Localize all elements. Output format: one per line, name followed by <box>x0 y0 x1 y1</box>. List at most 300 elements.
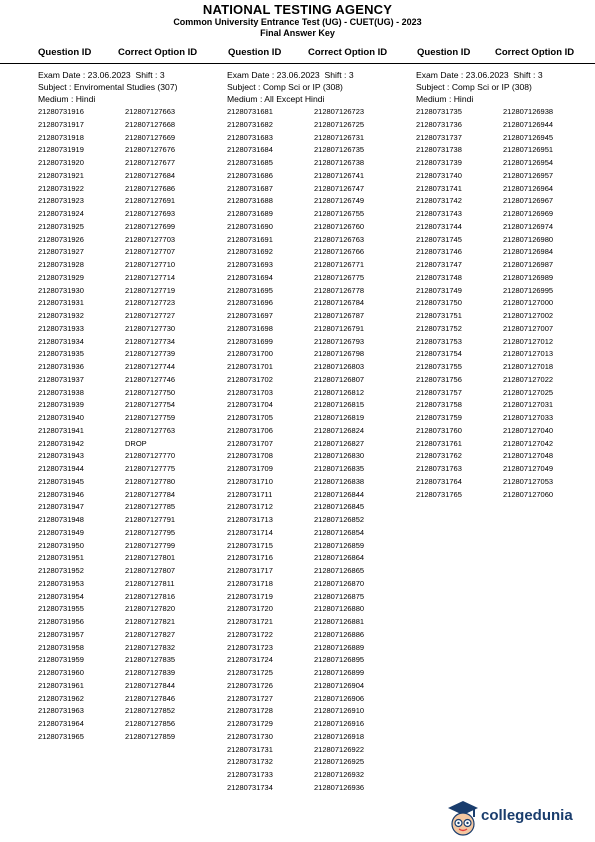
correct-option-id: 212807126957 <box>503 170 554 180</box>
table-row <box>227 208 417 221</box>
table-row <box>38 208 228 221</box>
correct-option-id: 212807126969 <box>503 209 554 218</box>
correct-option-id: 212807126980 <box>503 234 554 244</box>
correct-option-id: 212807126775 <box>314 272 365 282</box>
question-id: 21280731737 <box>416 132 462 142</box>
question-id: 21280731730 <box>227 731 273 741</box>
table-row <box>38 565 228 578</box>
correct-option-id: 212807126852 <box>314 515 365 524</box>
question-id: 21280731949 <box>38 527 84 537</box>
question-id: 21280731934 <box>38 336 84 346</box>
table-row <box>227 705 417 718</box>
correct-option-id: 212807126738 <box>314 158 365 167</box>
question-id: 21280731712 <box>227 502 273 512</box>
table-row <box>227 603 417 616</box>
correct-option-id: 212807126938 <box>503 107 554 116</box>
correct-option-id: 212807127835 <box>125 655 176 665</box>
question-id: 21280731747 <box>416 260 462 269</box>
table-row <box>416 272 595 285</box>
shift: Shift : 3 <box>324 70 354 80</box>
correct-option-id: 212807127053 <box>503 476 554 486</box>
correct-option-id: 212807127832 <box>125 642 176 652</box>
correct-option-id: 212807126881 <box>314 617 365 626</box>
question-id: 21280731693 <box>227 260 273 269</box>
correct-option-id: 212807127852 <box>125 706 176 716</box>
question-id: 21280731941 <box>38 425 84 435</box>
correct-option-id: 212807126954 <box>503 158 554 167</box>
question-id: 21280731760 <box>416 425 462 435</box>
correct-option-id: 212807127763 <box>125 425 176 435</box>
correct-option-id: 212807127012 <box>503 336 554 346</box>
correct-option-id: 212807127002 <box>503 311 554 320</box>
correct-option-id: 212807126723 <box>314 107 365 116</box>
correct-option-id: 212807127022 <box>503 374 554 384</box>
question-id: 21280731739 <box>416 158 462 167</box>
correct-option-id: 212807127784 <box>125 489 176 499</box>
table-row <box>227 489 417 502</box>
question-id: 21280731707 <box>227 438 273 448</box>
correct-option-id: 212807127856 <box>125 719 176 728</box>
table-row <box>227 144 417 157</box>
question-id: 21280731963 <box>38 706 84 716</box>
table-row <box>416 310 595 323</box>
table-row <box>227 642 417 655</box>
table-row <box>416 425 595 438</box>
answer-section-2 <box>227 69 417 795</box>
question-id: 21280731940 <box>38 413 84 422</box>
table-row <box>416 323 595 336</box>
correct-option-id: 212807127727 <box>125 311 176 320</box>
question-id: 21280731691 <box>227 234 273 244</box>
exam-date-shift <box>416 69 595 81</box>
answer-rows <box>38 106 228 744</box>
question-id: 21280731688 <box>227 196 273 206</box>
question-id: 21280731921 <box>38 170 84 180</box>
correct-option-id: 212807126889 <box>314 642 365 652</box>
exam-title: Common University Entrance Test (UG) - CUET(UG) - 2023 <box>173 17 422 27</box>
question-id: 21280731740 <box>416 170 462 180</box>
correct-option-id: 212807126787 <box>314 311 365 320</box>
question-id: 21280731951 <box>38 553 84 563</box>
table-row <box>38 693 228 706</box>
correct-option-id: 212807126844 <box>314 489 365 499</box>
correct-option-id: 212807126854 <box>314 527 365 537</box>
correct-option-id: 212807127693 <box>125 209 176 218</box>
table-row <box>38 259 228 272</box>
question-id: 21280731711 <box>227 489 273 499</box>
correct-option-id: 212807127040 <box>503 425 554 435</box>
table-row <box>227 374 417 387</box>
graduate-mascot-icon <box>446 798 480 838</box>
table-row <box>227 693 417 706</box>
table-row <box>38 591 228 604</box>
table-row <box>38 540 228 553</box>
table-row <box>38 412 228 425</box>
question-id: 21280731959 <box>38 655 84 665</box>
table-row <box>227 629 417 642</box>
correct-option-id: 212807127703 <box>125 234 176 244</box>
question-id: 21280731728 <box>227 706 273 716</box>
question-id: 21280731764 <box>416 476 462 486</box>
question-id: 21280731964 <box>38 719 84 728</box>
subject: Subject : Comp Sci or IP (308) <box>227 82 343 92</box>
correct-option-id: 212807127031 <box>503 400 554 410</box>
correct-option-id: 212807127807 <box>125 566 176 575</box>
answer-rows <box>416 106 595 501</box>
table-row <box>38 450 228 463</box>
correct-option-id: 212807127816 <box>125 591 176 601</box>
question-id: 21280731917 <box>38 119 84 129</box>
table-row <box>227 336 417 349</box>
exam-date-shift <box>38 69 228 81</box>
question-id: 21280731752 <box>416 323 462 333</box>
correct-option-id: 212807126824 <box>314 425 365 435</box>
correct-option-id: 212807126784 <box>314 298 365 308</box>
table-row <box>227 234 417 247</box>
table-row <box>227 348 417 361</box>
question-id: 21280731710 <box>227 476 273 486</box>
table-row <box>227 361 417 374</box>
table-row <box>38 221 228 234</box>
table-row <box>227 412 417 425</box>
correct-option-id: 212807127795 <box>125 527 176 537</box>
table-row <box>416 374 595 387</box>
question-id: 21280731685 <box>227 158 273 167</box>
table-row <box>227 157 417 170</box>
correct-option-id: 212807126922 <box>314 744 365 754</box>
correct-option-id: 212807126815 <box>314 400 365 410</box>
table-row <box>38 731 228 744</box>
correct-option-id: 212807126995 <box>503 285 554 295</box>
table-row <box>416 195 595 208</box>
table-row <box>227 463 417 476</box>
table-row <box>38 323 228 336</box>
correct-option-id: 212807126760 <box>314 221 365 231</box>
question-id: 21280731708 <box>227 451 273 461</box>
correct-option-id: 212807127799 <box>125 540 176 550</box>
question-id: 21280731759 <box>416 413 462 422</box>
question-id: 21280731945 <box>38 476 84 486</box>
question-id: 21280731705 <box>227 413 273 422</box>
table-row <box>227 119 417 132</box>
table-row <box>227 438 417 451</box>
question-id: 21280731734 <box>227 782 273 792</box>
correct-option-id: 212807127744 <box>125 362 176 371</box>
question-id: 21280731761 <box>416 438 462 448</box>
table-row <box>38 667 228 680</box>
correct-option-id: 212807126910 <box>314 706 365 716</box>
question-id: 21280731720 <box>227 604 273 614</box>
correct-option-id: 212807127013 <box>503 349 554 359</box>
question-id: 21280731699 <box>227 336 273 346</box>
document-title: Final Answer Key <box>260 28 335 38</box>
table-row <box>416 489 595 502</box>
question-id: 21280731726 <box>227 680 273 690</box>
table-row <box>38 387 228 400</box>
collegedunia-logo <box>446 798 594 838</box>
table-row <box>38 654 228 667</box>
table-row <box>38 183 228 196</box>
table-row <box>38 642 228 655</box>
question-id: 21280731744 <box>416 221 462 231</box>
correct-option-id: 212807127785 <box>125 502 176 512</box>
correct-option-id: 212807126791 <box>314 323 365 333</box>
correct-option-id: 212807127821 <box>125 617 176 626</box>
correct-option-id: 212807127668 <box>125 119 176 129</box>
subject: Subject : Enviromental Studies (307) <box>38 82 178 92</box>
question-id: 21280731725 <box>227 668 273 677</box>
correct-option-id: 212807126859 <box>314 540 365 550</box>
table-row <box>38 361 228 374</box>
question-id: 21280731944 <box>38 464 84 473</box>
question-id: 21280731746 <box>416 247 462 257</box>
correct-option-id: 212807126778 <box>314 285 365 295</box>
correct-option-id: 212807127042 <box>503 438 554 448</box>
correct-option-id: 212807126987 <box>503 260 554 269</box>
question-id: 21280731742 <box>416 196 462 206</box>
table-row <box>416 361 595 374</box>
table-row <box>227 565 417 578</box>
correct-option-id: 212807126865 <box>314 566 365 575</box>
question-id: 21280731961 <box>38 680 84 690</box>
question-id: 21280731950 <box>38 540 84 550</box>
correct-option-id: 212807126899 <box>314 668 365 677</box>
question-id: 21280731750 <box>416 298 462 308</box>
question-id: 21280731695 <box>227 285 273 295</box>
question-id: 21280731696 <box>227 298 273 308</box>
table-row <box>416 476 595 489</box>
table-row <box>416 144 595 157</box>
correct-option-id: 212807126741 <box>314 170 365 180</box>
table-row <box>416 399 595 412</box>
agency-title: NATIONAL TESTING AGENCY <box>202 2 393 17</box>
table-row <box>38 272 228 285</box>
column-header-question-id: Question ID <box>417 47 471 58</box>
correct-option-id: 212807126916 <box>314 719 365 728</box>
table-row <box>38 476 228 489</box>
table-row <box>38 348 228 361</box>
question-id: 21280731722 <box>227 629 273 639</box>
question-id: 21280731763 <box>416 464 462 473</box>
table-row <box>227 399 417 412</box>
question-id: 21280731703 <box>227 387 273 397</box>
correct-option-id: 212807126875 <box>314 591 365 601</box>
correct-option-id: 212807127844 <box>125 680 176 690</box>
question-id: 21280731936 <box>38 362 84 371</box>
correct-option-id: 212807127780 <box>125 476 176 486</box>
correct-option-id: 212807127846 <box>125 693 176 703</box>
question-id: 21280731731 <box>227 744 273 754</box>
correct-option-id: 212807127684 <box>125 170 176 180</box>
question-id: 21280731918 <box>38 132 84 142</box>
question-id: 21280731924 <box>38 209 84 218</box>
correct-option-id: 212807126812 <box>314 387 365 397</box>
question-id: 21280731753 <box>416 336 462 346</box>
correct-option-id: 212807127049 <box>503 464 554 473</box>
correct-option-id: 212807127663 <box>125 107 176 116</box>
question-id: 21280731955 <box>38 604 84 614</box>
table-row <box>227 782 417 795</box>
correct-option-id: 212807127710 <box>125 260 176 269</box>
correct-option-id: 212807127801 <box>125 553 176 563</box>
correct-option-id: 212807126803 <box>314 362 365 371</box>
table-row <box>38 234 228 247</box>
question-id: 21280731960 <box>38 668 84 677</box>
question-id: 21280731958 <box>38 642 84 652</box>
correct-option-id: 212807127770 <box>125 451 176 461</box>
question-id: 21280731946 <box>38 489 84 499</box>
table-row <box>227 297 417 310</box>
question-id: 21280731765 <box>416 489 462 499</box>
question-id: 21280731749 <box>416 285 462 295</box>
correct-option-id: 212807127699 <box>125 221 176 231</box>
question-id: 21280731937 <box>38 374 84 384</box>
correct-option-id: 212807127791 <box>125 515 176 524</box>
table-row <box>38 527 228 540</box>
question-id: 21280731755 <box>416 362 462 371</box>
table-row <box>38 195 228 208</box>
table-row <box>227 718 417 731</box>
question-id: 21280731684 <box>227 145 273 155</box>
question-id: 21280731689 <box>227 209 273 218</box>
correct-option-id: 212807127033 <box>503 413 554 422</box>
correct-option-id: 212807126793 <box>314 336 365 346</box>
question-id: 21280731733 <box>227 770 273 779</box>
correct-option-id: 212807126735 <box>314 145 365 155</box>
table-row <box>227 425 417 438</box>
correct-option-id: 212807126771 <box>314 260 365 269</box>
question-id: 21280731938 <box>38 387 84 397</box>
medium: Medium : All Except Hindi <box>227 94 325 104</box>
correct-option-id: 212807126918 <box>314 731 365 741</box>
correct-option-id: 212807126798 <box>314 349 365 359</box>
correct-option-id: 212807126725 <box>314 119 365 129</box>
question-id: 21280731692 <box>227 247 273 257</box>
table-row <box>416 221 595 234</box>
column-header-correct-option-id: Correct Option ID <box>308 47 388 58</box>
table-row <box>416 119 595 132</box>
answer-section-1 <box>38 69 228 744</box>
correct-option-id: 212807126864 <box>314 553 365 563</box>
table-row <box>227 769 417 782</box>
correct-option-id: 212807127018 <box>503 362 554 371</box>
correct-option-id: 212807127723 <box>125 298 176 308</box>
correct-option-id: 212807126819 <box>314 413 365 422</box>
question-id: 21280731715 <box>227 540 273 550</box>
table-row <box>227 744 417 757</box>
question-id: 21280731743 <box>416 209 462 218</box>
correct-option-id: 212807126925 <box>314 757 365 767</box>
question-id: 21280731957 <box>38 629 84 639</box>
correct-option-id: 212807127839 <box>125 668 176 677</box>
correct-option-id: 212807127707 <box>125 247 176 257</box>
table-row <box>38 132 228 145</box>
correct-option-id: DROP <box>125 438 147 448</box>
table-row <box>227 272 417 285</box>
correct-option-id: 212807127719 <box>125 285 176 295</box>
correct-option-id: 212807127746 <box>125 374 176 384</box>
correct-option-id: 212807126974 <box>503 221 554 231</box>
table-row <box>227 527 417 540</box>
question-id: 21280731718 <box>227 578 273 588</box>
column-header-question-id: Question ID <box>228 47 282 58</box>
correct-option-id: 212807127714 <box>125 272 176 282</box>
question-id: 21280731916 <box>38 107 84 116</box>
correct-option-id: 212807126807 <box>314 374 365 384</box>
correct-option-id: 212807127025 <box>503 387 554 397</box>
correct-option-id: 212807126967 <box>503 196 554 206</box>
correct-option-id: 212807126936 <box>314 782 365 792</box>
table-row <box>227 259 417 272</box>
correct-option-id: 212807126747 <box>314 183 365 193</box>
question-id: 21280731745 <box>416 234 462 244</box>
logo-text: collegedunia <box>481 807 573 824</box>
correct-option-id: 212807127686 <box>125 183 176 193</box>
question-id: 21280731948 <box>38 515 84 524</box>
question-id: 21280731700 <box>227 349 273 359</box>
medium: Medium : Hindi <box>38 94 96 104</box>
question-id: 21280731702 <box>227 374 273 384</box>
correct-option-id: 212807127754 <box>125 400 176 410</box>
correct-option-id: 212807126895 <box>314 655 365 665</box>
question-id: 21280731735 <box>416 107 462 116</box>
table-row <box>38 157 228 170</box>
question-id: 21280731925 <box>38 221 84 231</box>
table-row <box>416 259 595 272</box>
question-id: 21280731697 <box>227 311 273 320</box>
question-id: 21280731947 <box>38 502 84 512</box>
table-row <box>227 285 417 298</box>
question-id: 21280731701 <box>227 362 273 371</box>
correct-option-id: 212807126932 <box>314 770 365 779</box>
question-id: 21280731683 <box>227 132 273 142</box>
correct-option-id: 212807127859 <box>125 731 176 741</box>
table-row <box>38 489 228 502</box>
table-row <box>416 387 595 400</box>
table-row <box>38 285 228 298</box>
correct-option-id: 212807126845 <box>314 502 365 512</box>
question-id: 21280731928 <box>38 260 84 269</box>
correct-option-id: 212807126989 <box>503 272 554 282</box>
question-id: 21280731736 <box>416 119 462 129</box>
table-row <box>227 246 417 259</box>
table-row <box>416 412 595 425</box>
question-id: 21280731706 <box>227 425 273 435</box>
table-row <box>38 603 228 616</box>
table-row <box>416 463 595 476</box>
table-row <box>227 540 417 553</box>
question-id: 21280731721 <box>227 617 273 626</box>
correct-option-id: 212807126830 <box>314 451 365 461</box>
question-id: 21280731952 <box>38 566 84 575</box>
correct-option-id: 212807127730 <box>125 323 176 333</box>
table-row <box>38 578 228 591</box>
table-row <box>38 297 228 310</box>
table-row <box>227 195 417 208</box>
column-header-question-id: Question ID <box>38 47 92 58</box>
table-row <box>227 616 417 629</box>
table-row <box>38 463 228 476</box>
correct-option-id: 212807126766 <box>314 247 365 257</box>
correct-option-id: 212807126944 <box>503 119 554 129</box>
correct-option-id: 212807126906 <box>314 693 365 703</box>
exam-date: Exam Date : 23.06.2023 <box>38 70 131 80</box>
question-id: 21280731933 <box>38 323 84 333</box>
table-row <box>416 208 595 221</box>
question-id: 21280731929 <box>38 272 84 282</box>
question-id: 21280731741 <box>416 183 462 193</box>
question-id: 21280731956 <box>38 617 84 626</box>
